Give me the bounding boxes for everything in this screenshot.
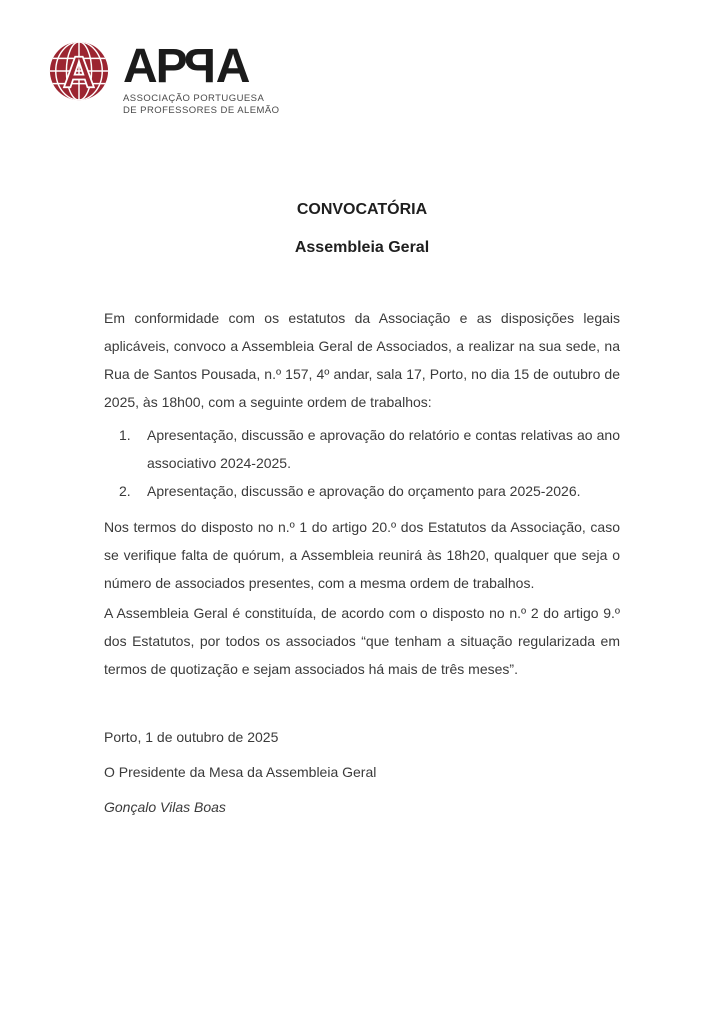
- agenda-item-number: 1.: [119, 427, 131, 443]
- globe-letter-a: A: [62, 48, 96, 98]
- agenda-item-number: 2.: [119, 483, 131, 499]
- paragraph-quorum: Nos termos do disposto no n.º 1 do artigo 20.º dos Estatutos da Associação, caso se verifique falta de quórum, a Assembleia reunirá às 18h20, qualquer que seja o número de associados presentes, com a mesma ordem de trabalhos.: [104, 519, 620, 591]
- agenda-item-1: [104, 421, 620, 477]
- logo-subtitle: [123, 93, 280, 116]
- agenda-item-text: Apresentação, discussão e aprovação do relatório e contas relativas ao ano associativo 2024-2025.: [147, 427, 620, 471]
- document-content: [104, 199, 620, 821]
- document-title: CONVOCATÓRIA: [296, 201, 428, 218]
- agenda-list: [104, 421, 620, 505]
- logo-subtitle-line1: ASSOCIAÇÃO PORTUGUESA: [123, 93, 265, 104]
- logo-subtitle-line2: DE PROFESSORES DE ALEMÃO: [123, 104, 280, 116]
- signatory-name: Gonçalo Vilas Boas: [104, 799, 226, 815]
- logo-text: [123, 40, 280, 116]
- agenda-item-text: Apresentação, discussão e aprovação do orçamento para 2025-2026.: [147, 483, 581, 499]
- wordmark-letter-mirrored: P: [185, 40, 216, 93]
- wordmark-letter: A: [123, 40, 156, 93]
- signatory-title: O Presidente da Mesa da Assembleia Geral: [104, 764, 377, 780]
- wordmark-letter: A: [215, 40, 249, 93]
- paragraph-composition: A Assembleia Geral é constituída, de acordo com o disposto no n.º 2 do artigo 9.º dos Estatutos, por todos os associados “que tenham a situação regularizada em termos de quotização e sejam associados há mais de três meses”.: [104, 605, 620, 677]
- appa-globe-icon: [48, 40, 110, 102]
- agenda-item-2: [104, 477, 620, 505]
- wordmark-letter: P: [155, 40, 186, 93]
- paragraph-intro: Em conformidade com os estatutos da Associação e as disposições legais aplicáveis, convoco a Assembleia Geral de Associados, a realizar na sua sede, na Rua de Santos Pousada, n.º 157, 4º andar, sala 17, Porto, no dia 15 de outubro de 2025, às 18h00, com a seguinte ordem de trabalhos:: [104, 310, 620, 410]
- appa-logo: [48, 40, 280, 116]
- document-subtitle: Assembleia Geral: [294, 239, 430, 256]
- appa-wordmark: [123, 40, 280, 93]
- place-date-line: Porto, 1 de outubro de 2025: [104, 729, 279, 745]
